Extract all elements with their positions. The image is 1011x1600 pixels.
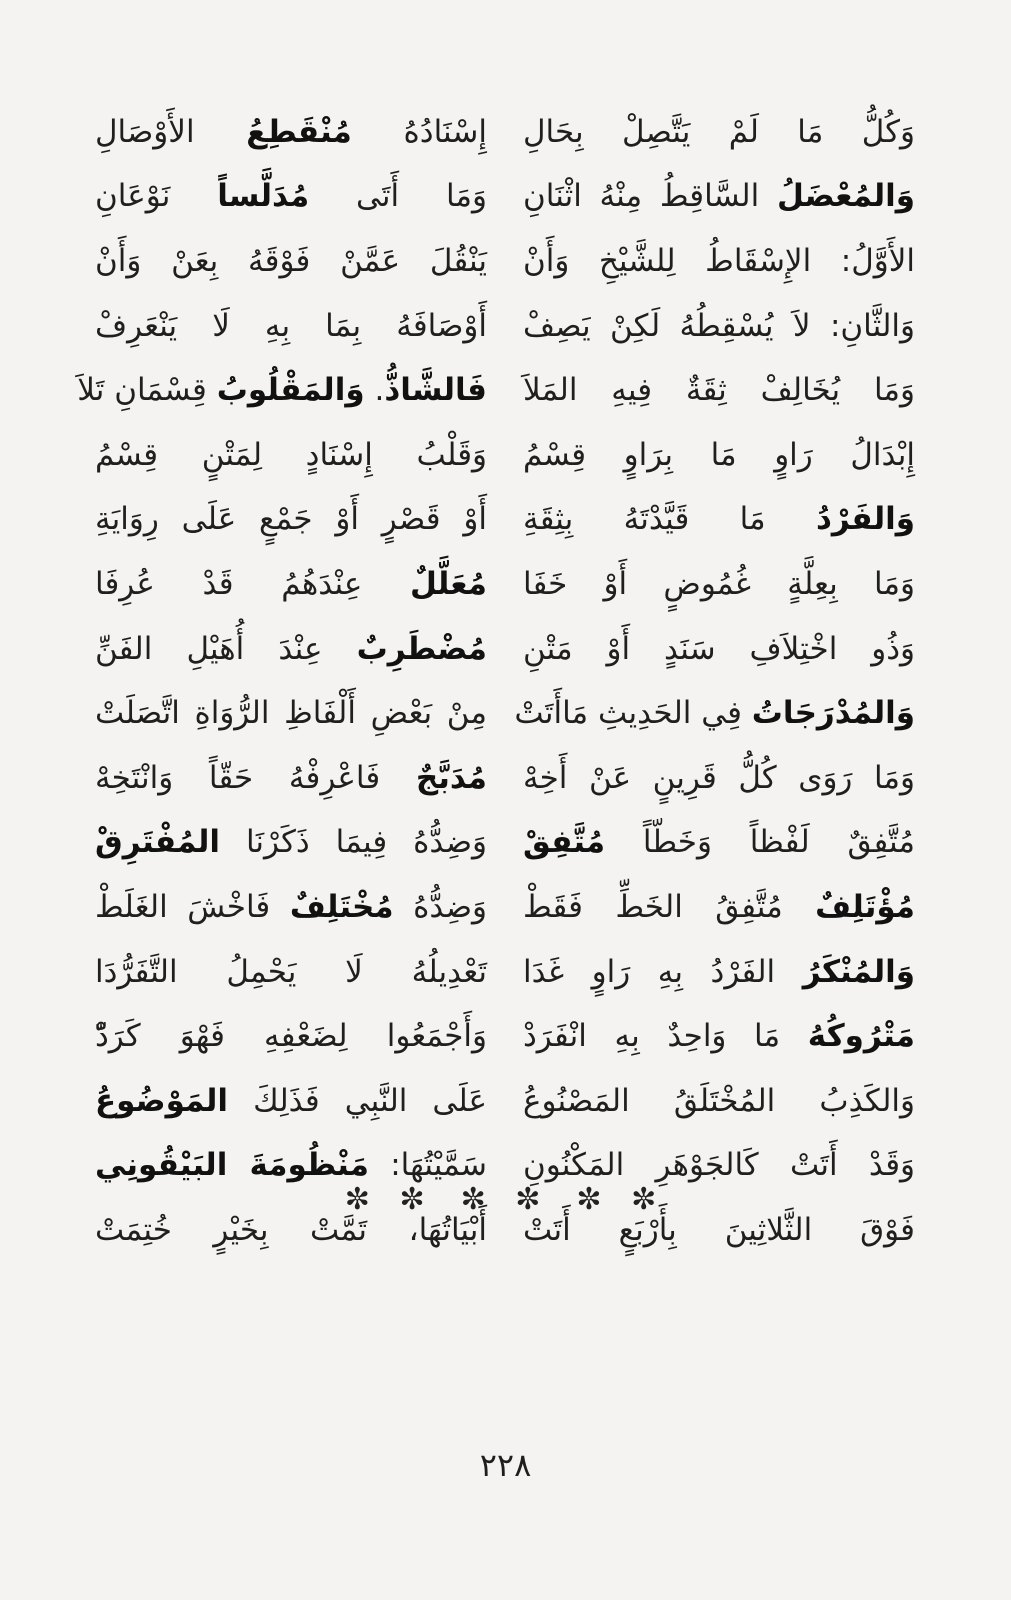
second-hemistich: [95, 1018, 487, 1055]
term-highlight: وَالمُدْرَجَاتُ: [751, 695, 915, 732]
verse-text: إِسْنَادُهُ: [351, 113, 487, 150]
verse-10: [95, 681, 915, 746]
first-hemistich: [523, 824, 915, 861]
first-hemistich: [523, 759, 915, 796]
term-highlight: وَالمُنْكَرُ: [802, 953, 915, 990]
ornament-group: ✼ ✼: [344, 1182, 435, 1217]
first-hemistich: [523, 1211, 915, 1248]
verse-text: وَقَدْ أَتَتْ كَالجَوْهَرِ المَكْنُونِ: [523, 1147, 915, 1184]
verse-text: فَوْقَ الثَّلاثِينَ بِأَرْبَعٍ أَتَتْ: [523, 1211, 915, 1248]
verse-text: وَقَلْبُ إِسْنَادٍ لِمَتْنٍ قِسْمُ: [95, 436, 487, 473]
first-hemistich: [523, 953, 915, 990]
term-highlight: مَتْرُوكُهُ: [807, 1018, 915, 1055]
first-hemistich: [523, 178, 915, 215]
verse-text: تَعْدِيلُهُ لَا يَحْمِلُ التَّفَرُّدَا: [95, 953, 487, 990]
verse-text: مَا قَيَّدْتَهُ بِثِقَةِ: [523, 501, 816, 538]
verse-text: وَالكَذِبُ المُخْتَلَقُ المَصْنُوعُ: [523, 1082, 915, 1119]
verse-text: وَضِدُّهُ: [393, 888, 487, 925]
verse-text: عِنْدَ أُهَيْلِ الفَنِّ: [95, 630, 357, 667]
first-hemistich: [523, 242, 915, 279]
verse-11: [95, 746, 915, 811]
verse-text: مِنْ بَعْضِ أَلْفَاظِ الرُّوَاةِ اتَّصَلَتْ: [95, 695, 487, 732]
term-highlight: مُعَلَّلٌ: [409, 565, 487, 602]
second-hemistich: [95, 1147, 488, 1184]
second-hemistich: [95, 565, 487, 602]
term-highlight: وَالفَرْدُ: [815, 501, 915, 538]
verse-text: وَمَا أَتَى: [309, 178, 487, 215]
term-highlight: مُؤْتَلِفٌ: [815, 888, 915, 925]
second-hemistich: [95, 695, 487, 732]
term-highlight: وَالمُعْضَلُ: [776, 178, 915, 215]
verse-text: مُتَّفِقُ الخَطِّ فَقَطْ: [523, 888, 816, 925]
verse-8: [95, 552, 915, 617]
second-hemistich: [95, 307, 487, 344]
verse-text: الأَوَّلُ: الإِسْقَاطُ لِلشَّيْخِ وَأَنْ: [523, 242, 915, 279]
page-number: ٢٢٨: [479, 1446, 532, 1484]
term-highlight: وَالمَقْلُوبُ: [216, 372, 365, 409]
verse-text: وَضِدُّهُ فِيمَا ذَكَرْنَا: [220, 824, 487, 861]
term-highlight: مَنْظُومَةَ البَيْقُونِي: [95, 1147, 369, 1184]
verse-15: [95, 1004, 915, 1069]
second-hemistich: [95, 1211, 487, 1248]
verse-text: نَوْعَانِ: [95, 178, 218, 215]
second-hemistich: [95, 759, 487, 796]
first-hemistich: [523, 888, 915, 925]
verse-6: [95, 423, 915, 488]
first-hemistich: [523, 372, 915, 409]
verse-text: سَمَّيْتُهَا:: [368, 1147, 488, 1184]
second-hemistich: [95, 824, 487, 861]
verse-text: يَنْقُلَ عَمَّنْ فَوْقَهُ بِعَنْ وَأَنْ: [95, 242, 487, 279]
verse-16: [95, 1069, 915, 1134]
second-hemistich: [95, 1082, 487, 1119]
term-highlight: مُدَلَّساً: [217, 178, 310, 215]
poem-body: [77, 100, 915, 1263]
second-hemistich: [77, 372, 487, 409]
term-highlight: مُضْطَرِبٌ: [356, 630, 487, 667]
verse-text: الأَوْصَالِ: [95, 113, 247, 150]
verse-text: السَّاقِطُ مِنْهُ اثْنَانِ: [523, 178, 777, 215]
ornament-group: ✼ ✼: [460, 1182, 551, 1217]
verse-1: [95, 100, 915, 165]
verse-text: أَوْصَافَهُ بِمَا بِهِ لَا يَنْعَرِفْ: [95, 307, 487, 344]
verse-text: أَوْ قَصْرٍ أَوْ جَمْعٍ عَلَى رِوَايَةِ: [95, 501, 487, 538]
first-hemistich: [523, 307, 915, 344]
verse-text: وَمَا رَوَى كُلُّ قَرِينٍ عَنْ أَخِهْ: [523, 759, 915, 796]
second-hemistich: [95, 242, 487, 279]
term-highlight: المَوْضُوعُ: [95, 1082, 229, 1119]
second-hemistich: [95, 501, 487, 538]
first-hemistich: [523, 1147, 915, 1184]
first-hemistich: [523, 113, 915, 150]
verse-text: وَذُو اخْتِلاَفِ سَنَدٍ أَوْ مَتْنِ: [523, 630, 915, 667]
verse-text: الفَرْدُ بِهِ رَاوٍ غَدَا: [523, 953, 803, 990]
term-highlight: مُتَّفِقْ: [523, 824, 606, 861]
verse-14: [95, 940, 915, 1005]
verse-text: فَاعْرِفْهُ حَقّاً وَانْتَخِهْ: [95, 759, 416, 796]
term-highlight: فَالشَّاذُّ: [384, 372, 487, 409]
first-hemistich: [523, 630, 915, 667]
second-hemistich: [95, 436, 487, 473]
second-hemistich: [95, 113, 487, 150]
verse-text: .: [364, 372, 385, 409]
verse-9: [95, 617, 915, 682]
first-hemistich: [523, 1082, 915, 1119]
verse-text: إِبْدَالُ رَاوٍ مَا بِرَاوٍ قِسْمُ: [523, 436, 915, 473]
ornament-divider: [0, 1182, 1011, 1217]
verse-text: وَكُلُّ مَا لَمْ يَتَّصِلْ بِحَالِ: [523, 113, 915, 150]
verse-2: [95, 165, 915, 230]
verse-12: [95, 811, 915, 876]
term-highlight: مُنْقَطِعُ: [246, 113, 352, 150]
verse-text: فِي الحَدِيثِ مَاأَتَتْ: [514, 695, 752, 732]
first-hemistich: [514, 695, 915, 732]
term-highlight: مُخْتَلِفٌ: [289, 888, 394, 925]
second-hemistich: [95, 630, 487, 667]
second-hemistich: [95, 953, 487, 990]
verse-text: أَبْيَاتُهَا، تَمَّتْ بِخَيْرٍ خُتِمَتْ: [95, 1211, 487, 1248]
ornament-group: ✼ ✼: [576, 1182, 667, 1217]
verse-text: عِنْدَهُمُ قَدْ عُرِفَا: [95, 565, 410, 602]
term-highlight: مُدَبَّجٌ: [415, 759, 487, 796]
verse-text: عَلَى النَّبِي فَذَلِكَ: [228, 1082, 487, 1119]
first-hemistich: [523, 565, 915, 602]
verse-text: فَاخْشَ الغَلَطْ: [95, 888, 290, 925]
verse-3: [95, 229, 915, 294]
verse-text: مُتَّفِقٌ لَفْظاً وَخَطّاً: [605, 824, 915, 861]
verse-text: وَمَا بِعِلَّةٍ غُمُوضٍ أَوْ خَفَا: [523, 565, 915, 602]
verse-5: [77, 358, 915, 423]
verse-13: [95, 875, 915, 940]
verse-text: وَأَجْمَعُوا لِضَعْفِهِ فَهْوَ كَرَدّْ: [95, 1018, 487, 1055]
first-hemistich: [523, 501, 915, 538]
verse-7: [95, 488, 915, 553]
second-hemistich: [95, 178, 487, 215]
verse-4: [95, 294, 915, 359]
second-hemistich: [95, 888, 487, 925]
term-highlight: المُفْتَرِقْ: [95, 824, 221, 861]
verse-text: وَالثَّانِ: لاَ يُسْقِطُهُ لَكِنْ يَصِفْ: [523, 307, 915, 344]
verse-text: وَمَا يُخَالِفْ ثِقَةٌ فِيهِ المَلاَ: [523, 372, 915, 409]
verse-text: قِسْمَانِ تَلاَ: [77, 372, 217, 409]
verse-text: مَا وَاحِدٌ بِهِ انْفَرَدْ: [523, 1018, 808, 1055]
first-hemistich: [523, 436, 915, 473]
first-hemistich: [523, 1018, 915, 1055]
